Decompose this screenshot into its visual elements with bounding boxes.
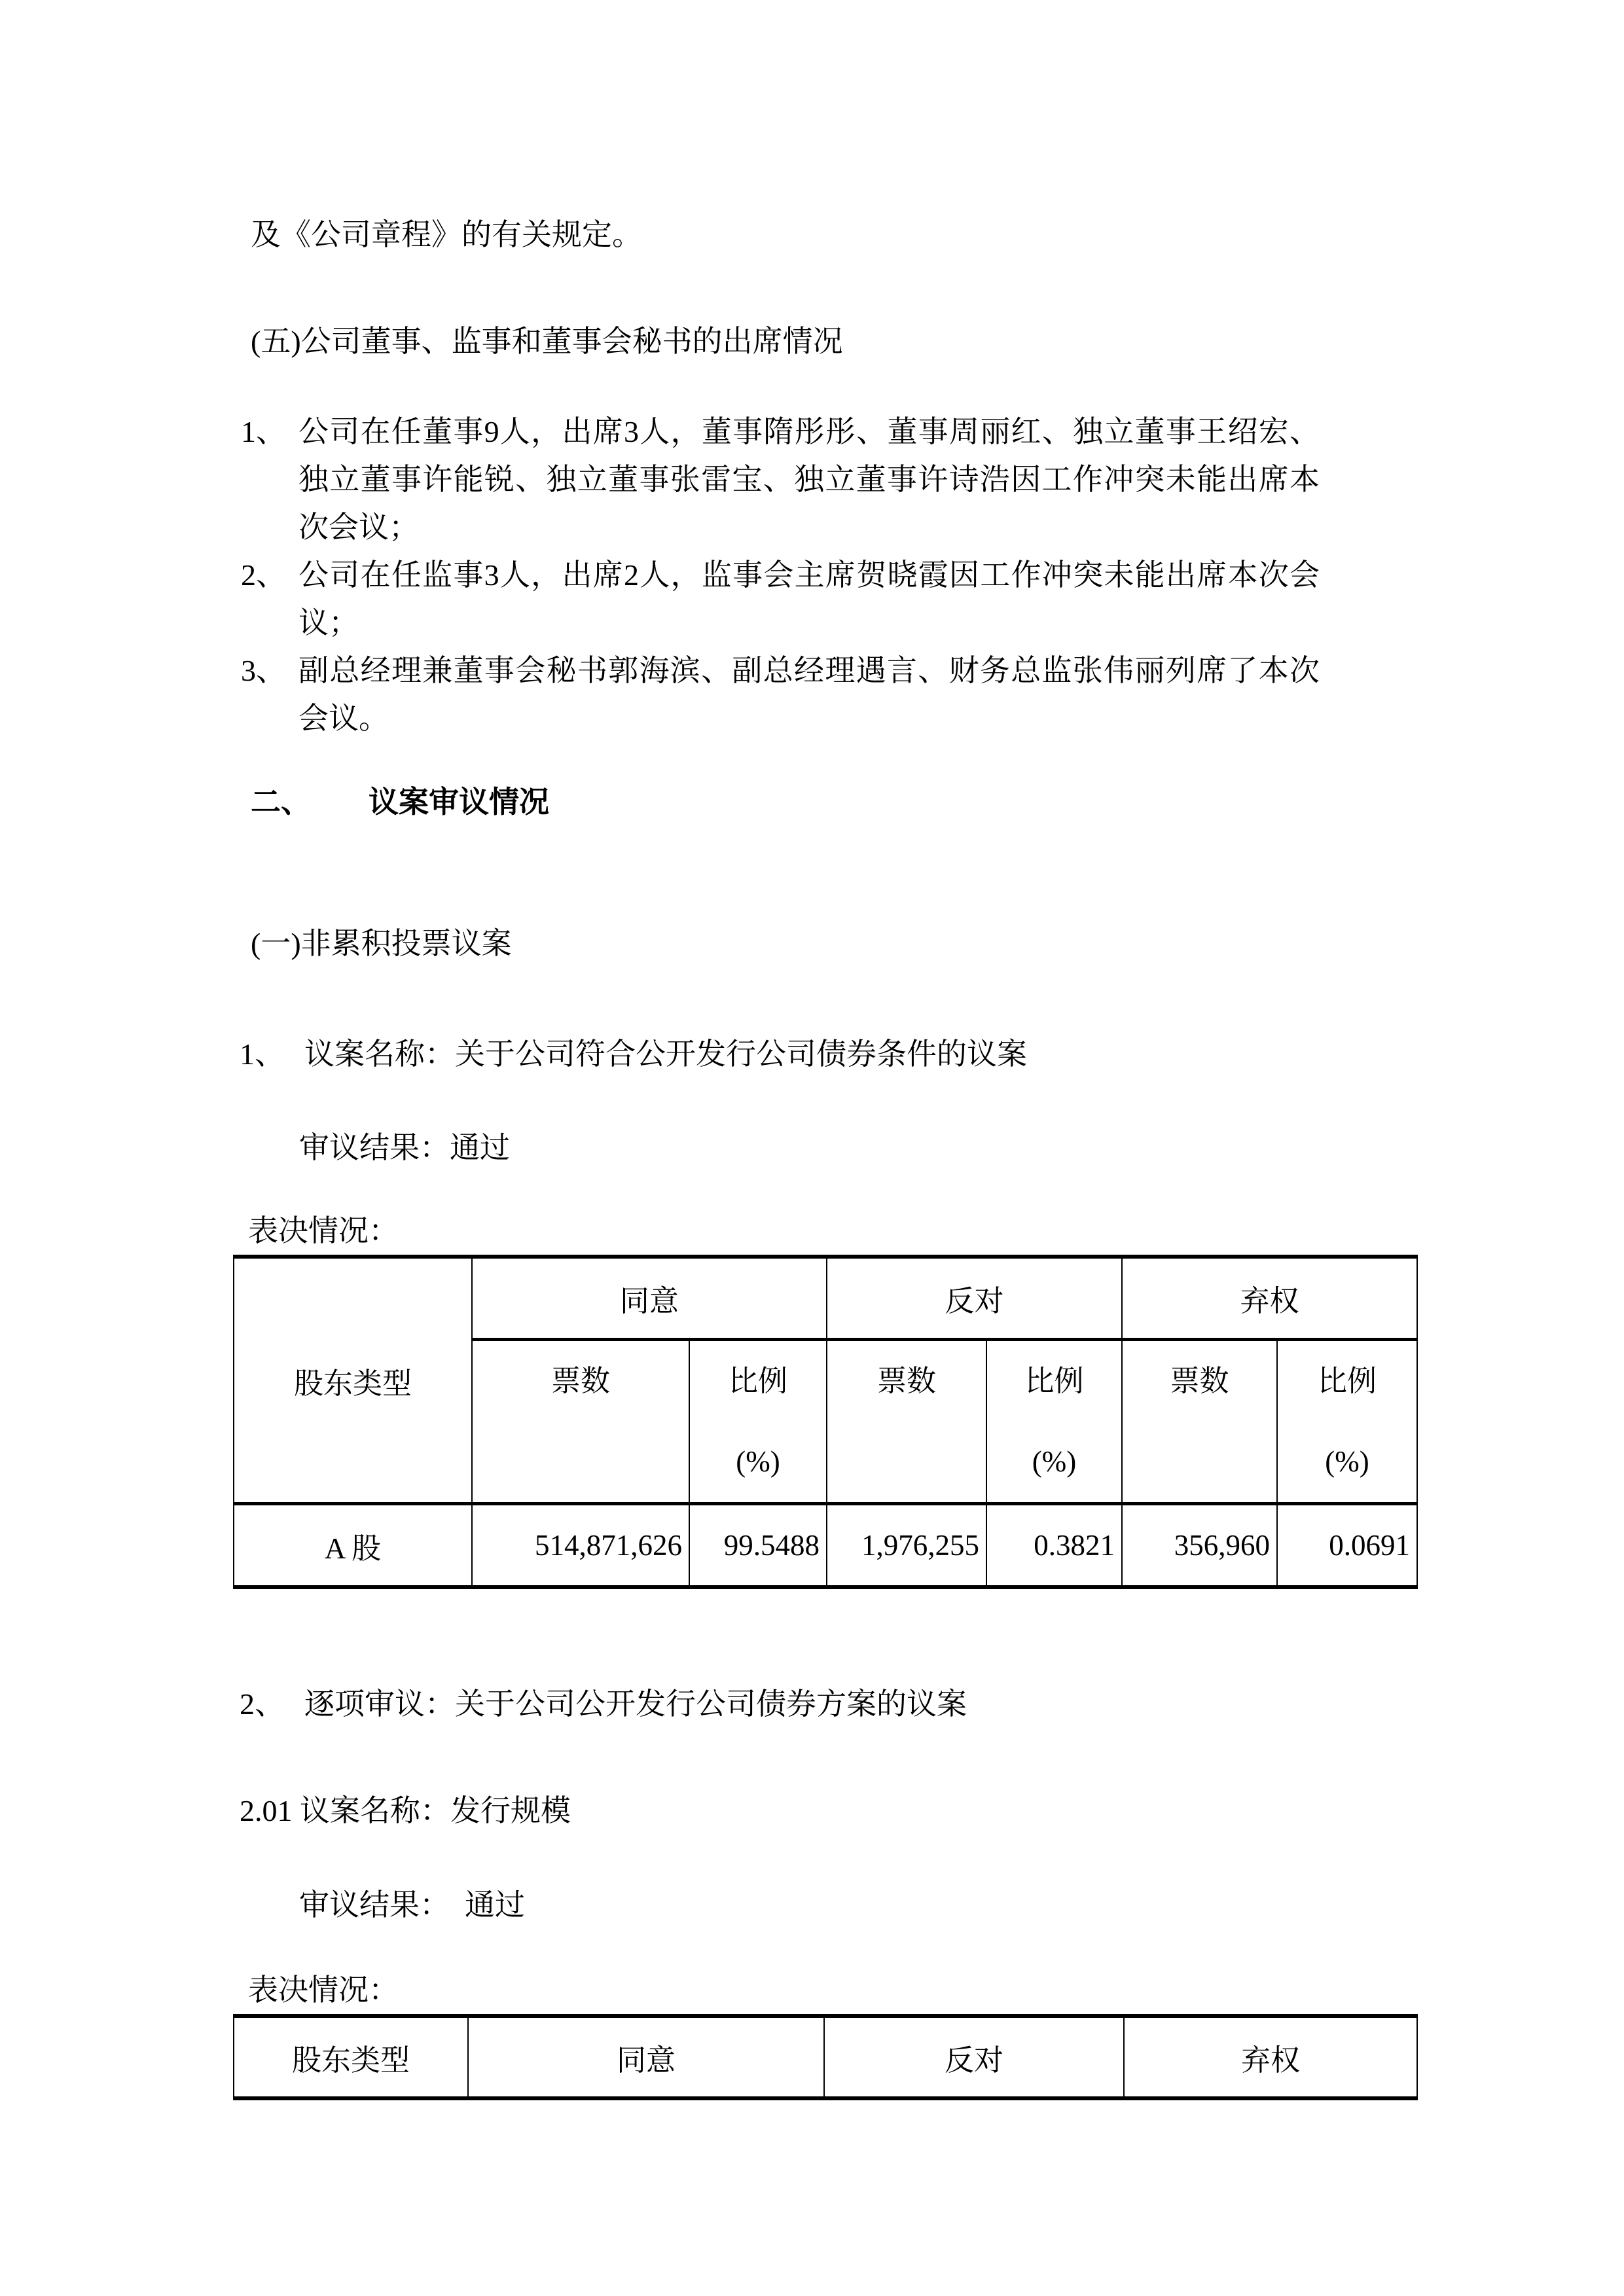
votes-label: 票数 — [550, 1365, 610, 1397]
list-item — [233, 647, 1320, 742]
votes-label: 票数 — [1170, 1365, 1229, 1397]
section-2-heading — [251, 778, 1428, 826]
header-abstain-ratio — [1277, 1340, 1417, 1504]
section-2-number: 二、 — [251, 785, 311, 819]
ratio-label: 比例 — [1024, 1365, 1084, 1397]
table-header-row — [234, 2016, 1417, 2098]
ratio-unit-label: (%) — [1032, 1445, 1077, 1478]
proposal-2-01-title: 2.01 议案名称：发行规模 — [240, 1794, 571, 1827]
vote-table-2 — [233, 2014, 1418, 2100]
ghost-line — [1123, 1422, 1276, 1502]
list-item-number: 3、 — [241, 654, 286, 687]
section-2-title: 议案审议情况 — [369, 785, 549, 819]
header-against: 反对 — [824, 2016, 1124, 2098]
header-shareholder-type: 股东类型 — [234, 2016, 468, 2098]
ghost-line — [827, 1422, 986, 1502]
list-item-text: 副总经理兼董事会秘书郭海滨、副总经理遇言、财务总监张伟丽列席了本次会议。 — [298, 654, 1320, 735]
header-agree: 同意 — [472, 1257, 827, 1340]
ratio-unit-label: (%) — [1325, 1445, 1369, 1478]
proposal-2-title — [240, 1680, 1428, 1728]
cell-share-class: A 股 — [234, 1504, 472, 1588]
vote-status-label-1: 表决情况： — [248, 1214, 399, 1247]
votes-label: 票数 — [877, 1365, 937, 1397]
ratio-label: 比例 — [729, 1365, 788, 1397]
ghost-line — [473, 1422, 689, 1502]
proposal-1-number: 1、 — [240, 1037, 285, 1071]
list-item-number: 1、 — [241, 415, 286, 448]
header-shareholder-type: 股东类型 — [234, 1257, 472, 1504]
proposal-1-title-text: 议案名称：关于公司符合公开发行公司债券条件的议案 — [304, 1037, 1027, 1071]
review-result-2: 审议结果： 通过 — [299, 1888, 525, 1922]
header-agree-votes — [472, 1340, 689, 1504]
proposal-2-title-text: 逐项审议：关于公司公开发行公司债券方案的议案 — [304, 1687, 967, 1721]
review-result-1: 审议结果：通过 — [299, 1131, 510, 1164]
ratio-label: 比例 — [1318, 1365, 1377, 1397]
list-item — [233, 408, 1320, 551]
subsection-1-heading: (一)非累积投票议案 — [251, 927, 512, 960]
cell-agree-votes: 514,871,626 — [472, 1504, 689, 1588]
attendance-section-heading: (五)公司董事、监事和董事会秘书的出席情况 — [251, 325, 843, 358]
list-item — [233, 551, 1320, 647]
proposal-2-number: 2、 — [240, 1687, 285, 1721]
list-item-text: 公司在任董事9人，出席3人，董事隋彤彤、董事周丽红、独立董事王绍宏、独立董事许能锐、独立董事张雷宝、独立董事许诗浩因工作冲突未能出席本次会议； — [298, 415, 1320, 544]
header-abstain: 弃权 — [1124, 2016, 1417, 2098]
list-item-number: 2、 — [241, 558, 286, 592]
header-against-votes — [827, 1340, 986, 1504]
header-against: 反对 — [827, 1257, 1122, 1340]
cell-abstain-ratio: 0.0691 — [1277, 1504, 1417, 1588]
cell-abstain-votes: 356,960 — [1122, 1504, 1277, 1588]
header-agree-ratio — [689, 1340, 827, 1504]
attendance-list — [233, 408, 1428, 742]
intro-paragraph: 及《公司章程》的有关规定。 — [251, 218, 642, 251]
header-against-ratio — [986, 1340, 1122, 1504]
cell-agree-ratio: 99.5488 — [689, 1504, 827, 1588]
header-abstain-votes — [1122, 1340, 1277, 1504]
table-header-row-groups — [234, 1257, 1417, 1340]
list-item-text: 公司在任监事3人，出席2人，监事会主席贺晓霞因工作冲突未能出席本次会议； — [298, 558, 1320, 639]
proposal-1-title — [240, 1030, 1428, 1078]
header-abstain: 弃权 — [1122, 1257, 1417, 1340]
vote-status-label-2: 表决情况： — [248, 1973, 399, 2007]
cell-against-ratio: 0.3821 — [986, 1504, 1122, 1588]
table-data-row — [234, 1504, 1417, 1588]
cell-against-votes: 1,976,255 — [827, 1504, 986, 1588]
vote-table-1 — [233, 1255, 1418, 1589]
ratio-unit-label: (%) — [736, 1445, 780, 1478]
header-agree: 同意 — [468, 2016, 824, 2098]
